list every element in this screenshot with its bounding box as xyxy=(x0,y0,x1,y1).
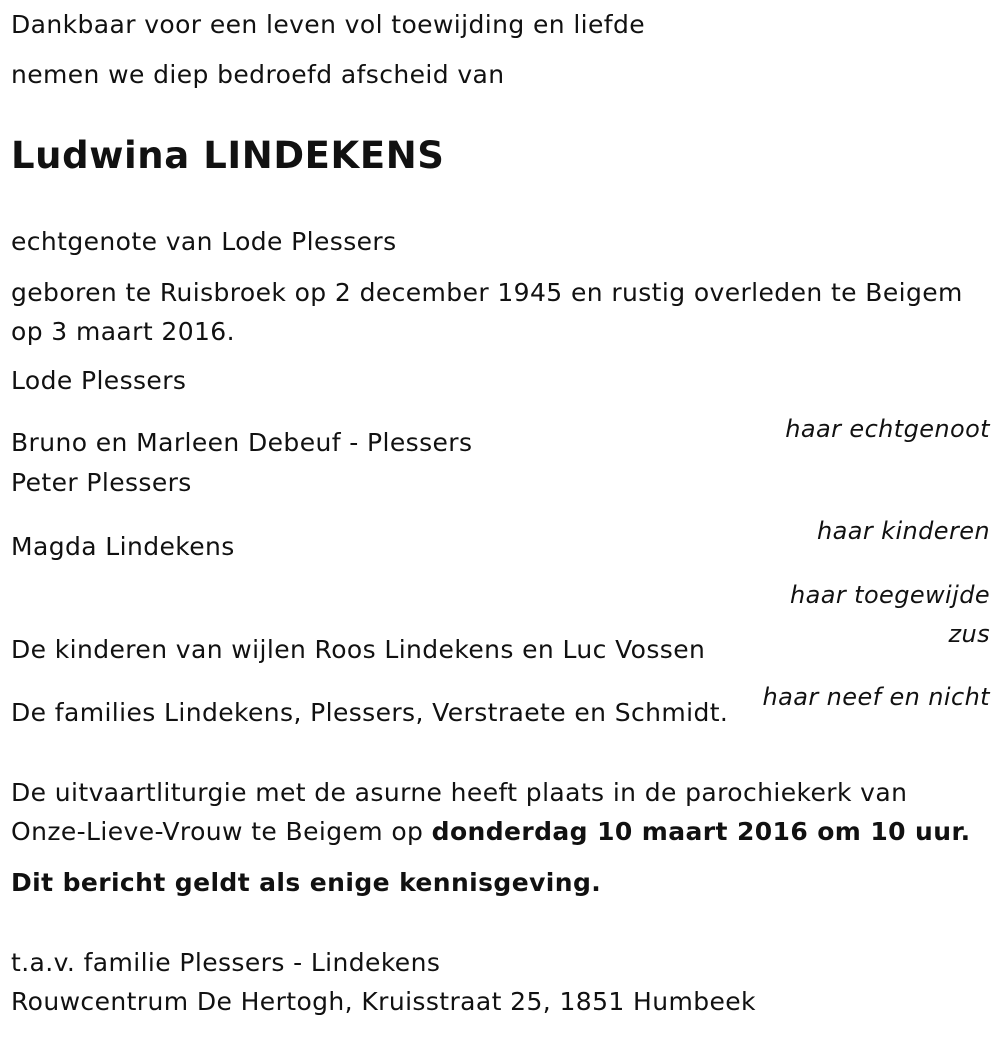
address-line-2: Rouwcentrum De Hertogh, Kruisstraat 25, 1851 Humbeek xyxy=(11,987,756,1016)
mourner-relation: haar toegewijde xyxy=(790,581,990,609)
intro-line-2: nemen we diep bedroefd afscheid van xyxy=(11,60,505,89)
funeral-line-2 xyxy=(11,817,971,847)
mourner-relation: haar neef en nicht xyxy=(762,683,990,711)
notice-line: Dit bericht geldt als enige kennisgeving. xyxy=(11,868,602,897)
address-line-1: t.a.v. familie Plessers - Lindekens xyxy=(11,948,441,977)
mourner-name: Magda Lindekens xyxy=(11,532,235,561)
birth-death-line-1: geboren te Ruisbroek op 2 december 1945 en rustig overleden te Beigem xyxy=(11,278,963,307)
mourner-name: De kinderen van wijlen Roos Lindekens en Luc Vossen xyxy=(11,635,706,664)
mourner-relation: haar kinderen xyxy=(817,517,990,545)
mourner-relation: zus xyxy=(948,620,990,648)
funeral-datetime: donderdag 10 maart 2016 om 10 uur. xyxy=(431,817,971,846)
mourner-relation: haar echtgenoot xyxy=(785,415,990,443)
funeral-location: Onze-Lieve-Vrouw te Beigem op xyxy=(11,817,432,846)
deceased-name: Ludwina LINDEKENS xyxy=(11,134,445,177)
funeral-line-1: De uitvaartliturgie met de asurne heeft plaats in de parochiekerk van xyxy=(11,778,908,807)
mourner-name: Lode Plessers xyxy=(11,366,187,395)
mourner-name: De families Lindekens, Plessers, Verstraete en Schmidt. xyxy=(11,698,729,727)
intro-line-1: Dankbaar voor een leven vol toewijding en liefde xyxy=(11,10,646,39)
spouse-line: echtgenote van Lode Plessers xyxy=(11,227,397,256)
birth-death-line-2: op 3 maart 2016. xyxy=(11,317,235,346)
mourner-name: Bruno en Marleen Debeuf - Plessers xyxy=(11,428,473,457)
mourner-name: Peter Plessers xyxy=(11,468,192,497)
